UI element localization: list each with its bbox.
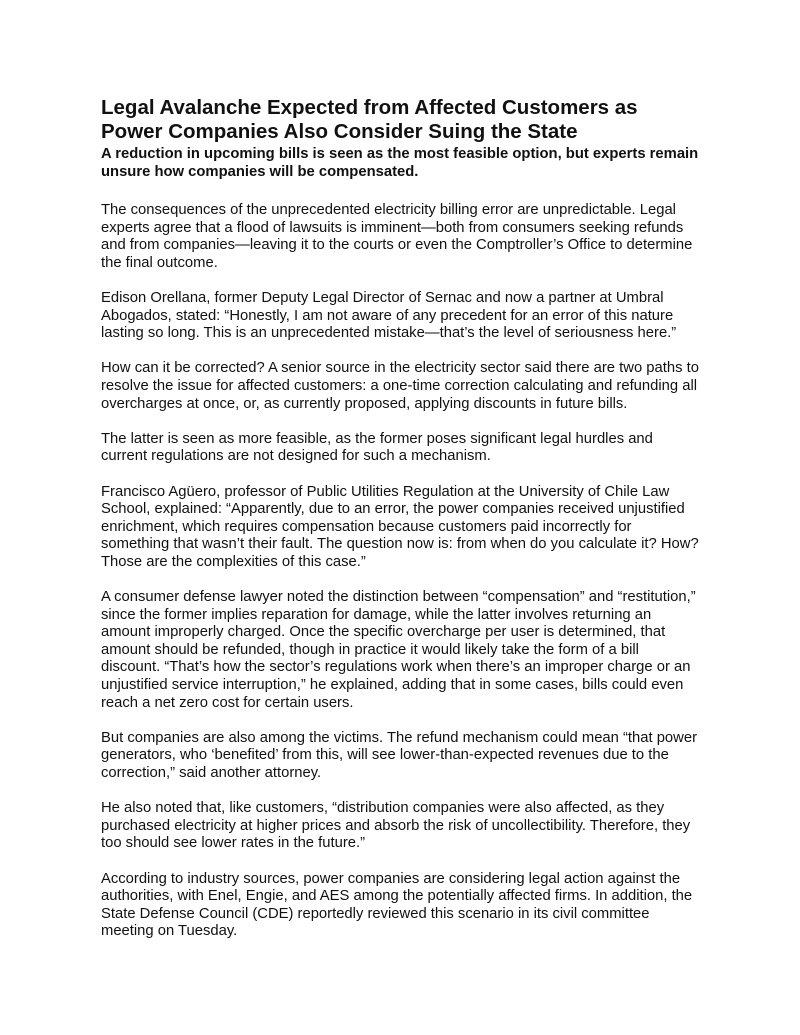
paragraph: But companies are also among the victims. The refund mechanism could mean “that power generators, who ‘benefited’ from this, will see lower-than-expected revenues due to the correction,” said another attorney. <box>101 729 698 781</box>
paragraph: The consequences of the unprecedented electricity billing error are unpredictable. Legal experts agree that a flood of lawsuits is imminent—both from consumers seeking refunds and from companies—leaving it to the courts or even the Comptroller’s Office to determine the final outcome. <box>101 202 693 271</box>
paragraph: The latter is seen as more feasible, as the former poses significant legal hurdles and current regulations are not designed for such a mechanism. <box>101 430 653 465</box>
paragraph: Edison Orellana, former Deputy Legal Director of Sernac and now a partner at Umbral Abogados, stated: “Honestly, I am not aware of any precedent for an error of this nature lasting so long. This is an unprecedented mistake—that’s the level of seriousness here.” <box>101 289 677 342</box>
paragraph: A consumer defense lawyer noted the distinction between “compensation” and “restitution,” since the former implies reparation for damage, while the latter involves returning an amount improperly charged. Once the specific overcharge per user is determined, that amount should be refunded, though in practice it would likely take the form of a bill discount. “That’s how the sector’s regulations work when there’s an improper charge or an unjustified service interruption,” he explained, adding that in some cases, bills could even reach a net zero cost for certain users. <box>101 589 696 711</box>
article-subheadline: A reduction in upcoming bills is seen as the most feasible option, but experts remain unsure how companies will be compensated. <box>101 146 699 180</box>
paragraph: According to industry sources, power companies are considering legal action against the authorities, with Enel, Engie, and AES among the potentially affected firms. In addition, the State Defense Council (CDE) reportedly reviewed this scenario in its civil committee meeting on Tuesday. <box>101 870 693 940</box>
article-body <box>101 202 701 941</box>
article-headline: Legal Avalanche Expected from Affected Customers as Power Companies Also Consider Suing the State <box>101 96 638 143</box>
article <box>101 96 701 941</box>
paragraph: He also noted that, like customers, “distribution companies were also affected, as they purchased electricity at higher prices and absorb the risk of uncollectibility. Therefore, they too should see lower rates in the future.” <box>101 800 691 852</box>
paragraph: How can it be corrected? A senior source in the electricity sector said there are two paths to resolve the issue for affected customers: a one-time correction calculating and refunding all overcharges at once, or, as currently proposed, applying discounts in future bills. <box>101 360 699 412</box>
paragraph: Francisco Agüero, professor of Public Utilities Regulation at the University of Chile Law School, explained: “Apparently, due to an error, the power companies received unjustified enrichment, which requires compensation because customers paid incorrectly for something that wasn’t their fault. The question now is: from when do you calculate it? How? Those are the complexities of this case.” <box>101 483 699 570</box>
